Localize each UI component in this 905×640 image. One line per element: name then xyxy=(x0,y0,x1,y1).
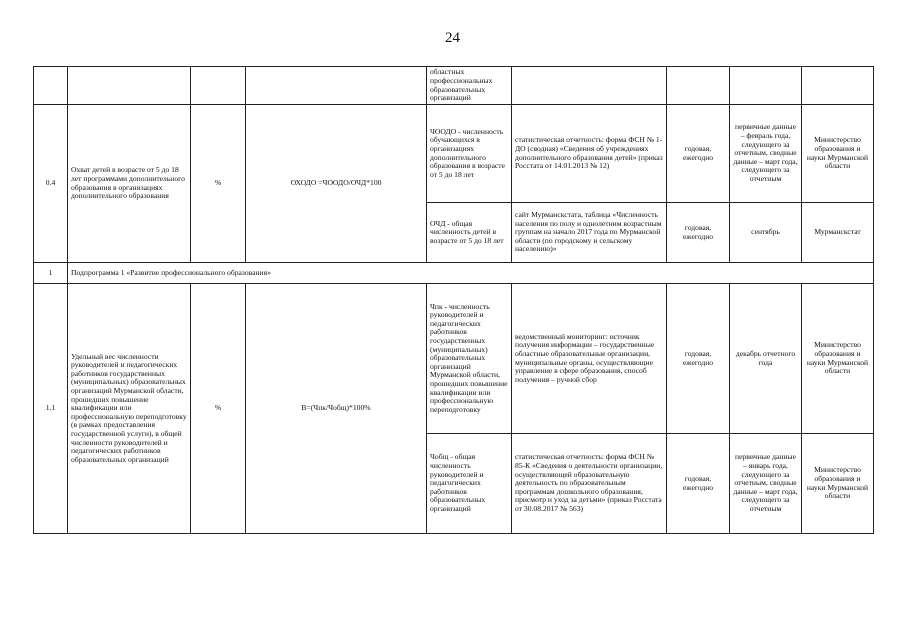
table-row xyxy=(34,284,874,434)
table-cell: областных профессиональных образовательных организаций xyxy=(427,67,512,105)
unit: % xyxy=(191,284,246,534)
unit: % xyxy=(191,105,246,263)
row-number: 1 xyxy=(34,263,68,284)
table-cell xyxy=(730,67,802,105)
row-number: 0.4 xyxy=(34,105,68,263)
table-row xyxy=(34,263,874,284)
variable-description: Чпк - численность руководителей и педагогических работников государственных (муниципальных) образовательных организаций Мурманской области, прошедших повышение квалификации или профессиональную переподготовку xyxy=(427,284,512,434)
responsible: Министерство образования и науки Мурманской области xyxy=(802,284,874,434)
page-number: 24 xyxy=(445,30,460,46)
table-cell xyxy=(667,67,730,105)
variable-description: ОЧД - общая численность детей в возрасте от 5 до 18 лет xyxy=(427,203,512,263)
table-cell xyxy=(246,67,427,105)
table-row xyxy=(34,105,874,203)
formula: ОХОДО =ЧООДО/ОЧД*100 xyxy=(246,105,427,263)
timing: сентябрь xyxy=(730,203,802,263)
frequency: годовая, ежегодно xyxy=(667,203,730,263)
table-row xyxy=(34,67,874,105)
table-cell xyxy=(802,67,874,105)
table-cell xyxy=(34,67,68,105)
table-cell xyxy=(68,67,191,105)
row-number: 1.1 xyxy=(34,284,68,534)
data-source: ведомственный мониторинг: источник получения информации – государственные областные образовательные организации, муниципальные органы, осуществляющие управление в сфере образования, способ получения – ручной сбор xyxy=(512,284,667,434)
timing: первичные данные – февраль года, следующего за отчетным, сводные данные – март года, следующего за отчетным xyxy=(730,105,802,203)
indicator-name: Удельный вес численности руководителей и педагогических работников государственных (муниципальных) образовательных организаций Мурманской области, прошедших повышение квалификации или профессиональную переподготовку (в рамках предоставления государственной услуги), в общей численности руководителей и педагогических работников образовательных организаций xyxy=(68,284,191,534)
data-source: сайт Мурманскстата, таблица «Численность населения по полу и однолетним возрастным группам на начало 2017 года по Мурманской области (по городскому и сельскому населению)» xyxy=(512,203,667,263)
responsible: Министерство образования и науки Мурманской области xyxy=(802,434,874,534)
formula: В=(Чпк/Чобщ)*100% xyxy=(246,284,427,534)
variable-description: ЧООДО - численность обучающихся в организациях дополнительного образования в возрасте от 5 до 18 лет xyxy=(427,105,512,203)
subprogram-title: Подпрограмма 1 «Развитие профессионального образования» xyxy=(68,263,874,284)
indicator-name: Охват детей в возрасте от 5 до 18 лет программами дополнительного образования в организациях дополнительного образования xyxy=(68,105,191,263)
variable-description: Чобщ - общая численность руководителей и педагогических работников образовательных организаций xyxy=(427,434,512,534)
data-source: статистическая отчетность: форма ФСН № 1-ДО (сводная) «Сведения об учреждениях дополнительного образования детей» (приказ Росстата от 14.01.2013 № 12) xyxy=(512,105,667,203)
table-cell xyxy=(512,67,667,105)
data-source: статистическая отчетность: форма ФСН № 85-К «Сведения о деятельности организации, осуществляющей образовательную деятельность по образовательным программам дошкольного образования, присмотр и уход за детьми» (приказ Росстата от 30.08.2017 № 563) xyxy=(512,434,667,534)
frequency: годовая, ежегодно xyxy=(667,105,730,203)
timing: декабрь отчетного года xyxy=(730,284,802,434)
responsible: Мурманскстат xyxy=(802,203,874,263)
responsible: Министерство образования и науки Мурманской области xyxy=(802,105,874,203)
table-cell xyxy=(191,67,246,105)
timing: первичные данные – январь года, следующего за отчетным, сводные данные – март года, следующего за отчетным xyxy=(730,434,802,534)
frequency: годовая, ежегодно xyxy=(667,434,730,534)
frequency: годовая, ежегодно xyxy=(667,284,730,434)
indicator-table xyxy=(33,66,874,534)
